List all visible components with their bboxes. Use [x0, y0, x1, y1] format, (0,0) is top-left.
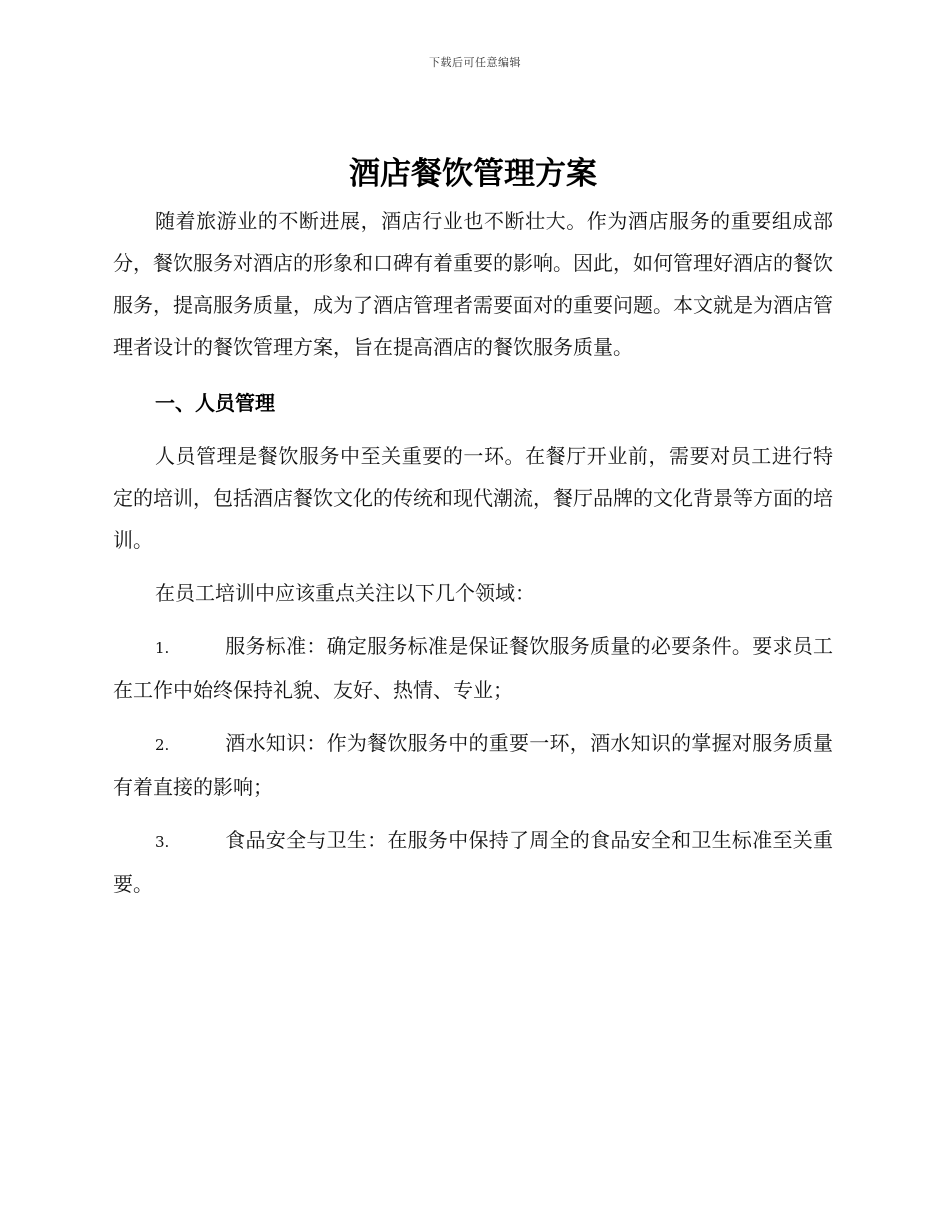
- list-item-text: 服务标准：确定服务标准是保证餐饮服务质量的必要条件。要求员工在工作中始终保持礼貌、友好、热情、专业；: [113, 634, 833, 702]
- document-title: 酒店餐饮管理方案: [349, 156, 597, 192]
- list-item: [113, 722, 833, 808]
- list-item-number: 3.: [155, 833, 170, 851]
- list-item-text: 食品安全与卫生：在服务中保持了周全的食品安全和卫生标准至关重要。: [113, 828, 833, 896]
- intro-paragraph: 随着旅游业的不断进展，酒店行业也不断壮大。作为酒店服务的重要组成部分，餐饮服务对酒店的形象和口碑有着重要的影响。因此，如何管理好酒店的餐饮服务，提高服务质量，成为了酒店管理者需要面对的重要问题。本文就是为酒店管理者设计的餐饮管理方案，旨在提高酒店的餐饮服务质量。: [113, 209, 833, 359]
- list-item-number: 1.: [155, 639, 170, 657]
- training-focus-paragraph: 在员工培训中应该重点关注以下几个领域：: [155, 581, 535, 605]
- list-item-text: 酒水知识：作为餐饮服务中的重要一环，酒水知识的掌握对服务质量有着直接的影响；: [113, 731, 833, 799]
- list-item: [113, 625, 833, 711]
- header-note: 下载后可任意编辑: [429, 56, 521, 69]
- section-heading-personnel: 一、人员管理: [155, 391, 275, 415]
- list-item: [113, 819, 833, 905]
- personnel-paragraph: 人员管理是餐饮服务中至关重要的一环。在餐厅开业前，需要对员工进行特定的培训，包括酒店餐饮文化的传统和现代潮流，餐厅品牌的文化背景等方面的培训。: [113, 444, 833, 552]
- document-body: [113, 148, 833, 905]
- list-item-number: 2.: [155, 736, 170, 754]
